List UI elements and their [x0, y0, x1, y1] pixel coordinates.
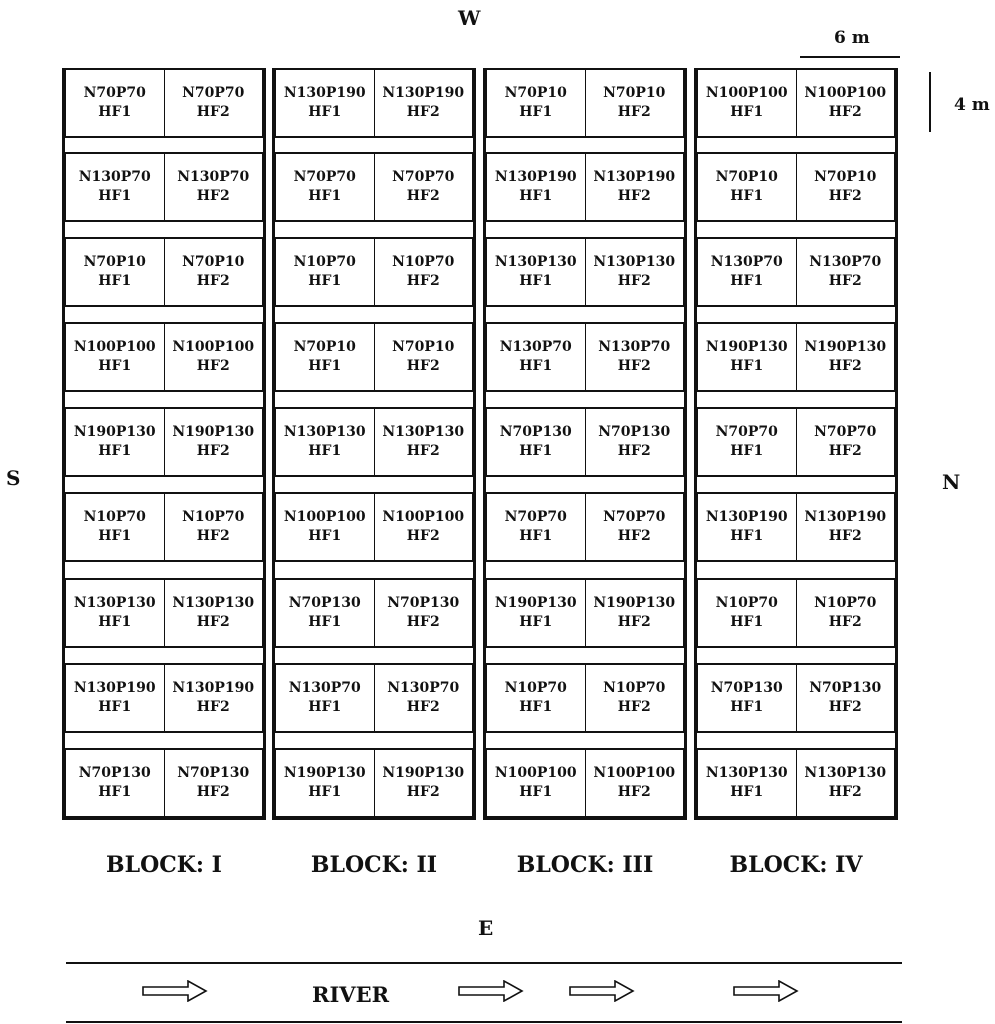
plot-fertilizer-label: N130P190: [382, 85, 465, 101]
plot-treatment-label: HF1: [730, 699, 764, 715]
plot-treatment-label: HF2: [196, 699, 230, 715]
plot-cell: [276, 750, 374, 816]
plot-cell: [276, 409, 374, 475]
block-label: BLOCK: II: [310, 852, 438, 878]
plot-fertilizer-label: N70P130: [598, 424, 671, 440]
plot-fertilizer-label: N70P70: [814, 424, 877, 440]
plot-fertilizer-label: N130P190: [593, 169, 676, 185]
plot-fertilizer-label: N70P130: [809, 680, 882, 696]
plot-treatment-label: HF1: [98, 358, 132, 374]
plot-treatment-label: HF1: [308, 784, 342, 800]
plot-fertilizer-label: N70P70: [504, 509, 567, 525]
plot-cell: [66, 409, 164, 475]
plot-fertilizer-label: N190P130: [804, 339, 887, 355]
plot-pair: [696, 322, 896, 392]
plot-cell: [164, 239, 263, 305]
plot-cell: [698, 70, 796, 136]
plot-treatment-label: HF1: [519, 784, 553, 800]
plot-treatment-label: HF2: [617, 188, 651, 204]
plot-pair: [696, 748, 896, 818]
plot-fertilizer-label: N10P70: [603, 680, 666, 696]
plot-fertilizer-label: N70P10: [392, 339, 455, 355]
plot-cell: [796, 409, 895, 475]
plot-cell: [796, 580, 895, 646]
plot-treatment-label: HF2: [617, 104, 651, 120]
plot-fertilizer-label: N130P130: [382, 424, 465, 440]
plot-fertilizer-label: N130P70: [387, 680, 460, 696]
plot-treatment-label: HF2: [828, 528, 862, 544]
plot-treatment-label: HF2: [406, 273, 440, 289]
plot-pair: [696, 492, 896, 562]
plot-cell: [487, 580, 585, 646]
plot-treatment-label: HF2: [406, 614, 440, 630]
plot-fertilizer-label: N190P130: [172, 424, 255, 440]
plot-fertilizer-label: N70P10: [814, 169, 877, 185]
plot-treatment-label: HF2: [828, 358, 862, 374]
plot-treatment-label: HF2: [828, 443, 862, 459]
plot-treatment-label: HF2: [828, 784, 862, 800]
plot-cell: [487, 750, 585, 816]
plot-cell: [585, 70, 684, 136]
plot-cell: [585, 750, 684, 816]
plot-treatment-label: HF2: [406, 188, 440, 204]
plot-treatment-label: HF1: [730, 104, 764, 120]
plot-cell: [374, 409, 473, 475]
plot-pair: [274, 748, 474, 818]
plot-treatment-label: HF1: [98, 614, 132, 630]
plot-fertilizer-label: N70P130: [499, 424, 572, 440]
plot-fertilizer-label: N100P100: [382, 509, 465, 525]
plot-fertilizer-label: N130P190: [804, 509, 887, 525]
plot-treatment-label: HF2: [617, 358, 651, 374]
plot-cell: [585, 154, 684, 220]
plot-fertilizer-label: N130P190: [494, 169, 577, 185]
plot-pair: [485, 68, 685, 138]
plot-treatment-label: HF1: [730, 528, 764, 544]
plot-fertilizer-label: N70P10: [83, 254, 146, 270]
plot-treatment-label: HF1: [519, 273, 553, 289]
plot-fertilizer-label: N100P100: [283, 509, 366, 525]
plot-cell: [374, 70, 473, 136]
plot-fertilizer-label: N100P100: [804, 85, 887, 101]
plot-treatment-label: HF2: [196, 784, 230, 800]
plot-fertilizer-label: N70P130: [387, 595, 460, 611]
plot-treatment-label: HF2: [617, 614, 651, 630]
plot-cell: [487, 665, 585, 731]
plot-fertilizer-label: N70P10: [293, 339, 356, 355]
plot-cell: [585, 409, 684, 475]
plot-cell: [66, 494, 164, 560]
plot-pair: [485, 492, 685, 562]
compass-south-label: S: [6, 466, 21, 490]
plot-cell: [796, 324, 895, 390]
scale-height-bar: [929, 72, 931, 132]
plot-treatment-label: HF2: [828, 273, 862, 289]
plot-cell: [66, 750, 164, 816]
plot-cell: [66, 239, 164, 305]
plot-fertilizer-label: N100P100: [73, 339, 156, 355]
plot-fertilizer-label: N130P70: [177, 169, 250, 185]
plot-pair: [64, 237, 264, 307]
plot-pair: [696, 152, 896, 222]
plot-pair: [696, 407, 896, 477]
plot-treatment-label: HF1: [519, 699, 553, 715]
plot-treatment-label: HF2: [406, 443, 440, 459]
plot-pair: [274, 68, 474, 138]
plot-fertilizer-label: N10P70: [814, 595, 877, 611]
plot-treatment-label: HF1: [308, 358, 342, 374]
plot-cell: [698, 580, 796, 646]
scale-width-bar: [800, 56, 900, 58]
flow-arrow-icon: [142, 980, 208, 1002]
plot-treatment-label: HF1: [98, 784, 132, 800]
compass-east-label: E: [478, 916, 494, 940]
plot-pair: [64, 578, 264, 648]
plot-cell: [374, 665, 473, 731]
plot-fertilizer-label: N130P190: [283, 85, 366, 101]
plot-treatment-label: HF1: [98, 528, 132, 544]
plot-cell: [796, 494, 895, 560]
plot-treatment-label: HF1: [730, 443, 764, 459]
plot-treatment-label: HF2: [617, 784, 651, 800]
plot-fertilizer-label: N10P70: [392, 254, 455, 270]
plot-cell: [374, 239, 473, 305]
plot-fertilizer-label: N190P130: [382, 765, 465, 781]
plot-fertilizer-label: N130P70: [78, 169, 151, 185]
plot-pair: [64, 492, 264, 562]
plot-fertilizer-label: N130P70: [598, 339, 671, 355]
plot-fertilizer-label: N70P130: [710, 680, 783, 696]
plot-fertilizer-label: N100P100: [705, 85, 788, 101]
plot-treatment-label: HF1: [98, 273, 132, 289]
plot-fertilizer-label: N70P130: [177, 765, 250, 781]
plot-treatment-label: HF1: [519, 528, 553, 544]
plot-cell: [698, 154, 796, 220]
plot-fertilizer-label: N70P70: [293, 169, 356, 185]
plot-cell: [698, 239, 796, 305]
plot-cell: [164, 750, 263, 816]
plot-fertilizer-label: N70P70: [83, 85, 146, 101]
plot-cell: [585, 665, 684, 731]
plot-fertilizer-label: N100P100: [172, 339, 255, 355]
plot-treatment-label: HF1: [308, 614, 342, 630]
flow-arrow-icon: [733, 980, 799, 1002]
plot-fertilizer-label: N130P70: [499, 339, 572, 355]
plot-fertilizer-label: N10P70: [293, 254, 356, 270]
plot-cell: [276, 70, 374, 136]
plot-treatment-label: HF1: [519, 104, 553, 120]
plot-treatment-label: HF1: [519, 443, 553, 459]
flow-arrow-icon: [569, 980, 635, 1002]
plot-cell: [276, 665, 374, 731]
plot-pair: [64, 407, 264, 477]
plot-cell: [66, 70, 164, 136]
plot-pair: [485, 578, 685, 648]
plot-fertilizer-label: N130P70: [288, 680, 361, 696]
plot-fertilizer-label: N70P70: [603, 509, 666, 525]
plot-treatment-label: HF1: [730, 784, 764, 800]
plot-cell: [487, 239, 585, 305]
plot-treatment-label: HF1: [730, 273, 764, 289]
plot-cell: [796, 665, 895, 731]
plot-pair: [696, 578, 896, 648]
plot-treatment-label: HF1: [519, 614, 553, 630]
plot-treatment-label: HF1: [98, 104, 132, 120]
plot-fertilizer-label: N130P130: [494, 254, 577, 270]
plot-cell: [487, 70, 585, 136]
plot-cell: [796, 750, 895, 816]
plot-treatment-label: HF1: [308, 104, 342, 120]
plot-pair: [485, 152, 685, 222]
plot-cell: [487, 154, 585, 220]
plot-pair: [485, 407, 685, 477]
plot-cell: [164, 409, 263, 475]
plot-fertilizer-label: N130P190: [73, 680, 156, 696]
plot-fertilizer-label: N70P70: [182, 85, 245, 101]
plot-treatment-label: HF2: [196, 443, 230, 459]
plot-cell: [276, 324, 374, 390]
plot-treatment-label: HF1: [308, 528, 342, 544]
plot-fertilizer-label: N10P70: [182, 509, 245, 525]
plot-cell: [164, 494, 263, 560]
plot-treatment-label: HF1: [308, 273, 342, 289]
plot-cell: [66, 324, 164, 390]
plot-pair: [64, 748, 264, 818]
compass-west-label: W: [458, 6, 481, 30]
scale-height-label: 4 m: [954, 95, 990, 115]
plot-treatment-label: HF2: [406, 358, 440, 374]
plot-treatment-label: HF2: [196, 614, 230, 630]
plot-cell: [487, 324, 585, 390]
plot-cell: [374, 324, 473, 390]
plot-treatment-label: HF2: [617, 699, 651, 715]
plot-cell: [585, 239, 684, 305]
plot-cell: [487, 409, 585, 475]
plot-fertilizer-label: N130P130: [283, 424, 366, 440]
river-bank-bottom: [66, 1021, 902, 1023]
plot-cell: [698, 409, 796, 475]
plot-fertilizer-label: N10P70: [504, 680, 567, 696]
plot-treatment-label: HF2: [406, 699, 440, 715]
plot-treatment-label: HF2: [196, 273, 230, 289]
plot-cell: [374, 750, 473, 816]
plot-treatment-label: HF2: [617, 528, 651, 544]
plot-cell: [698, 494, 796, 560]
plot-treatment-label: HF2: [196, 104, 230, 120]
plot-treatment-label: HF2: [196, 358, 230, 374]
plot-cell: [164, 580, 263, 646]
plot-cell: [276, 239, 374, 305]
plot-fertilizer-label: N70P10: [504, 85, 567, 101]
plot-treatment-label: HF2: [828, 188, 862, 204]
plot-treatment-label: HF1: [98, 699, 132, 715]
plot-pair: [274, 407, 474, 477]
plot-cell: [698, 324, 796, 390]
plot-fertilizer-label: N70P10: [182, 254, 245, 270]
plot-fertilizer-label: N70P10: [603, 85, 666, 101]
scale-width-label: 6 m: [834, 28, 870, 48]
compass-north-label: N: [942, 470, 961, 494]
plot-fertilizer-label: N190P130: [283, 765, 366, 781]
plot-cell: [374, 154, 473, 220]
plot-treatment-label: HF2: [617, 443, 651, 459]
plot-pair: [274, 322, 474, 392]
plot-cell: [585, 580, 684, 646]
plot-fertilizer-label: N10P70: [715, 595, 778, 611]
plot-treatment-label: HF1: [308, 699, 342, 715]
plot-pair: [485, 237, 685, 307]
plot-cell: [796, 239, 895, 305]
block-label: BLOCK: IV: [729, 852, 863, 878]
plot-cell: [698, 750, 796, 816]
plot-treatment-label: HF1: [308, 443, 342, 459]
plot-pair: [274, 492, 474, 562]
plot-treatment-label: HF1: [519, 188, 553, 204]
plot-fertilizer-label: N100P100: [593, 765, 676, 781]
plot-fertilizer-label: N190P130: [494, 595, 577, 611]
flow-arrow-icon: [458, 980, 524, 1002]
plot-treatment-label: HF1: [730, 614, 764, 630]
plot-cell: [276, 154, 374, 220]
plot-pair: [64, 322, 264, 392]
plot-cell: [164, 665, 263, 731]
plot-pair: [696, 663, 896, 733]
plot-cell: [66, 665, 164, 731]
plot-treatment-label: HF1: [98, 443, 132, 459]
plot-cell: [585, 324, 684, 390]
plot-pair: [64, 152, 264, 222]
plot-pair: [274, 663, 474, 733]
plot-treatment-label: HF2: [406, 784, 440, 800]
plot-cell: [164, 70, 263, 136]
plot-treatment-label: HF2: [828, 699, 862, 715]
plot-treatment-label: HF2: [828, 104, 862, 120]
plot-fertilizer-label: N130P130: [172, 595, 255, 611]
plot-fertilizer-label: N70P70: [715, 424, 778, 440]
plot-fertilizer-label: N130P70: [809, 254, 882, 270]
plot-fertilizer-label: N70P130: [288, 595, 361, 611]
plot-fertilizer-label: N10P70: [83, 509, 146, 525]
plot-fertilizer-label: N130P190: [705, 509, 788, 525]
plot-treatment-label: HF1: [98, 188, 132, 204]
plot-cell: [164, 324, 263, 390]
block-label: BLOCK: I: [106, 852, 222, 878]
plot-fertilizer-label: N190P130: [73, 424, 156, 440]
plot-cell: [796, 154, 895, 220]
plot-cell: [796, 70, 895, 136]
plot-treatment-label: HF1: [519, 358, 553, 374]
plot-fertilizer-label: N130P130: [73, 595, 156, 611]
plot-pair: [64, 68, 264, 138]
plot-fertilizer-label: N130P190: [172, 680, 255, 696]
plot-treatment-label: HF2: [406, 104, 440, 120]
plot-pair: [274, 578, 474, 648]
plot-fertilizer-label: N130P130: [705, 765, 788, 781]
plot-pair: [696, 68, 896, 138]
plot-fertilizer-label: N70P70: [392, 169, 455, 185]
plot-treatment-label: HF1: [730, 358, 764, 374]
plot-pair: [485, 322, 685, 392]
plot-fertilizer-label: N70P130: [78, 765, 151, 781]
plot-pair: [274, 237, 474, 307]
plot-cell: [374, 494, 473, 560]
plot-fertilizer-label: N100P100: [494, 765, 577, 781]
plot-treatment-label: HF2: [196, 188, 230, 204]
plot-cell: [585, 494, 684, 560]
plot-cell: [276, 494, 374, 560]
plot-cell: [66, 154, 164, 220]
plot-fertilizer-label: N130P130: [593, 254, 676, 270]
river-bank-top: [66, 962, 902, 964]
plot-cell: [66, 580, 164, 646]
plot-pair: [274, 152, 474, 222]
plot-treatment-label: HF2: [617, 273, 651, 289]
plot-treatment-label: HF2: [828, 614, 862, 630]
plot-pair: [64, 663, 264, 733]
river-label: RIVER: [312, 982, 390, 1007]
plot-pair: [485, 748, 685, 818]
plot-treatment-label: HF2: [406, 528, 440, 544]
plot-treatment-label: HF2: [196, 528, 230, 544]
plot-cell: [698, 665, 796, 731]
plot-cell: [487, 494, 585, 560]
plot-fertilizer-label: N190P130: [593, 595, 676, 611]
plot-pair: [485, 663, 685, 733]
plot-cell: [374, 580, 473, 646]
plot-treatment-label: HF1: [308, 188, 342, 204]
plot-fertilizer-label: N70P10: [715, 169, 778, 185]
plot-treatment-label: HF1: [730, 188, 764, 204]
plot-pair: [696, 237, 896, 307]
block-label: BLOCK: III: [516, 852, 654, 878]
plot-fertilizer-label: N190P130: [705, 339, 788, 355]
plot-fertilizer-label: N130P70: [710, 254, 783, 270]
plot-cell: [276, 580, 374, 646]
plot-cell: [164, 154, 263, 220]
plot-fertilizer-label: N130P130: [804, 765, 887, 781]
